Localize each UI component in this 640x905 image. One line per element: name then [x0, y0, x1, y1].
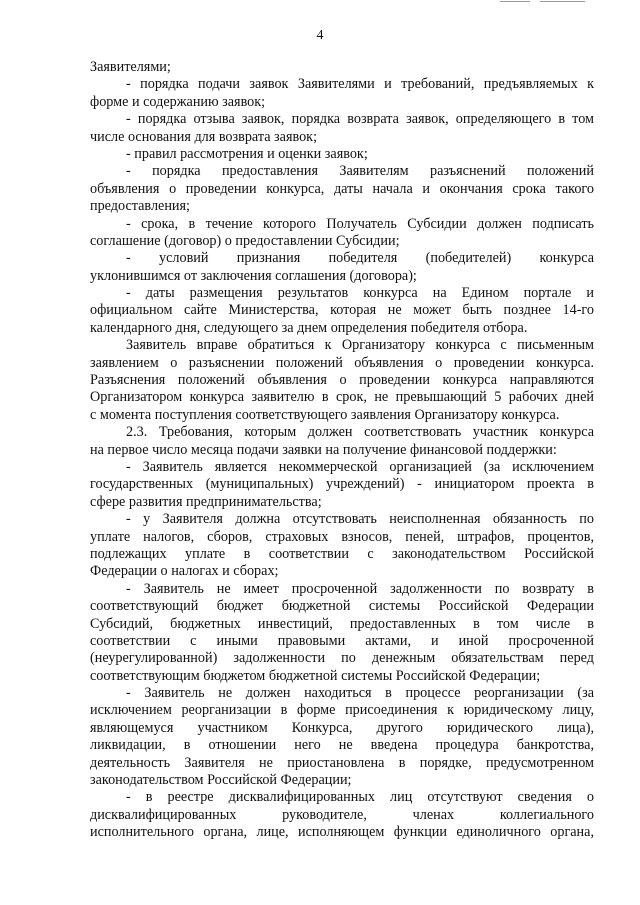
text-line: соответствующим бюджетом бюджетной системы Российской Федерации; — [90, 667, 541, 684]
text-line: государственных (муниципальных) учреждений) - инициатором проекта в — [90, 476, 594, 493]
text-line: Заявитель вправе обратиться к Организатору конкурса с письменным — [126, 337, 594, 354]
text-line: соглашение (договор) о предоставлении Субсидии; — [90, 232, 400, 249]
text-line: календарного дня, следующего за днем определения победителя отбора. — [90, 319, 528, 336]
text-line: (неурегулированной) задолженности по денежным обязательствам перед — [90, 650, 594, 667]
text-line: на первое число месяца подачи заявки на получение финансовой поддержки: — [90, 441, 557, 458]
text-line: - порядка отзыва заявок, порядка возврата заявок, определяющего в том — [126, 111, 594, 128]
text-line: законодательством Российской Федерации; — [90, 772, 352, 789]
text-line: форме и содержанию заявок; — [90, 93, 266, 110]
text-line: 2.3. Требования, которым должен соответствовать участник конкурса — [126, 424, 594, 441]
text-line: - Заявитель является некоммерческой организацией (за исключением — [126, 458, 594, 475]
scan-edge-marks — [500, 0, 600, 4]
text-line: являющемуся участником Конкурса, другого юридического лица), — [90, 719, 594, 736]
text-line: Заявителями; — [90, 59, 171, 75]
text-line: - срока, в течение которого Получатель Субсидии должен подписать — [126, 215, 594, 232]
text-line: Организатором конкурса заявителю в срок, не превышающий 5 рабочих дней — [90, 389, 594, 406]
text-line: - даты размещения результатов конкурса на Едином портале и — [126, 285, 594, 302]
text-line: Субсидий, бюджетных инвестиций, предоставленных в том числе в — [90, 615, 594, 632]
text-line: уклонившимся от заключения соглашения (договора); — [90, 267, 417, 284]
text-line: - порядка предоставления Заявителям разъяснений положений — [126, 163, 594, 180]
text-line: - Заявитель не имеет просроченной задолженности по возврату в — [126, 580, 594, 597]
text-line: официальном сайте Министерства, которая не может быть позднее 14-го — [90, 302, 594, 319]
text-line: Разъяснения положений объявления о проведении конкурса направляются — [90, 372, 594, 389]
text-line: подлежащих уплате в соответствии с законодательством Российской — [90, 545, 594, 562]
text-line: - порядка подачи заявок Заявителями и требований, предъявляемых к — [126, 76, 594, 93]
text-line: с момента поступления соответствующего заявления Организатору конкурса. — [90, 406, 560, 423]
text-line: предоставления; — [90, 198, 190, 215]
text-line: - в реестре дисквалифицированных лиц отсутствуют сведения о — [126, 789, 594, 806]
text-line: дисквалифицированных руководителе, членах коллегиального — [90, 806, 594, 823]
text-line: деятельность Заявителя не приостановлена в порядке, предусмотренном — [90, 754, 594, 771]
text-line: числе основания для возврата заявок; — [90, 128, 318, 145]
text-line: исключением реорганизации в форме присоединения к юридическому лицу, — [90, 702, 594, 719]
text-line: соответствующий бюджет бюджетной системы Российской Федерации — [90, 598, 594, 615]
text-line: ликвидации, в отношении него не введена процедура банкротства, — [90, 737, 594, 754]
text-line: сфере развития предпринимательства; — [90, 493, 322, 510]
text-line: заявлением о разъяснении положений объявления о проведении конкурса. — [90, 354, 594, 371]
text-line: - условий признания победителя (победителей) конкурса — [126, 250, 594, 267]
page-number: 4 — [316, 28, 324, 43]
text-line: - Заявитель не должен находиться в процессе реорганизации (за — [126, 685, 594, 702]
text-line: исполнительного органа, лице, исполняющем функции единоличного органа, — [90, 824, 594, 841]
text-line: Федерации о налогах и сборах; — [90, 563, 279, 580]
text-line: соответствии с иными правовыми актами, и иной просроченной — [90, 632, 594, 649]
text-line: - у Заявителя должна отсутствовать неисполненная обязанность по — [126, 511, 594, 528]
text-line: объявления о проведении конкурса, даты начала и окончания срока такого — [90, 180, 594, 197]
text-line: - правил рассмотрения и оценки заявок; — [126, 145, 368, 162]
document-body — [90, 59, 594, 842]
text-line: уплате налогов, сборов, страховых взносов, пеней, штрафов, процентов, — [90, 528, 594, 545]
